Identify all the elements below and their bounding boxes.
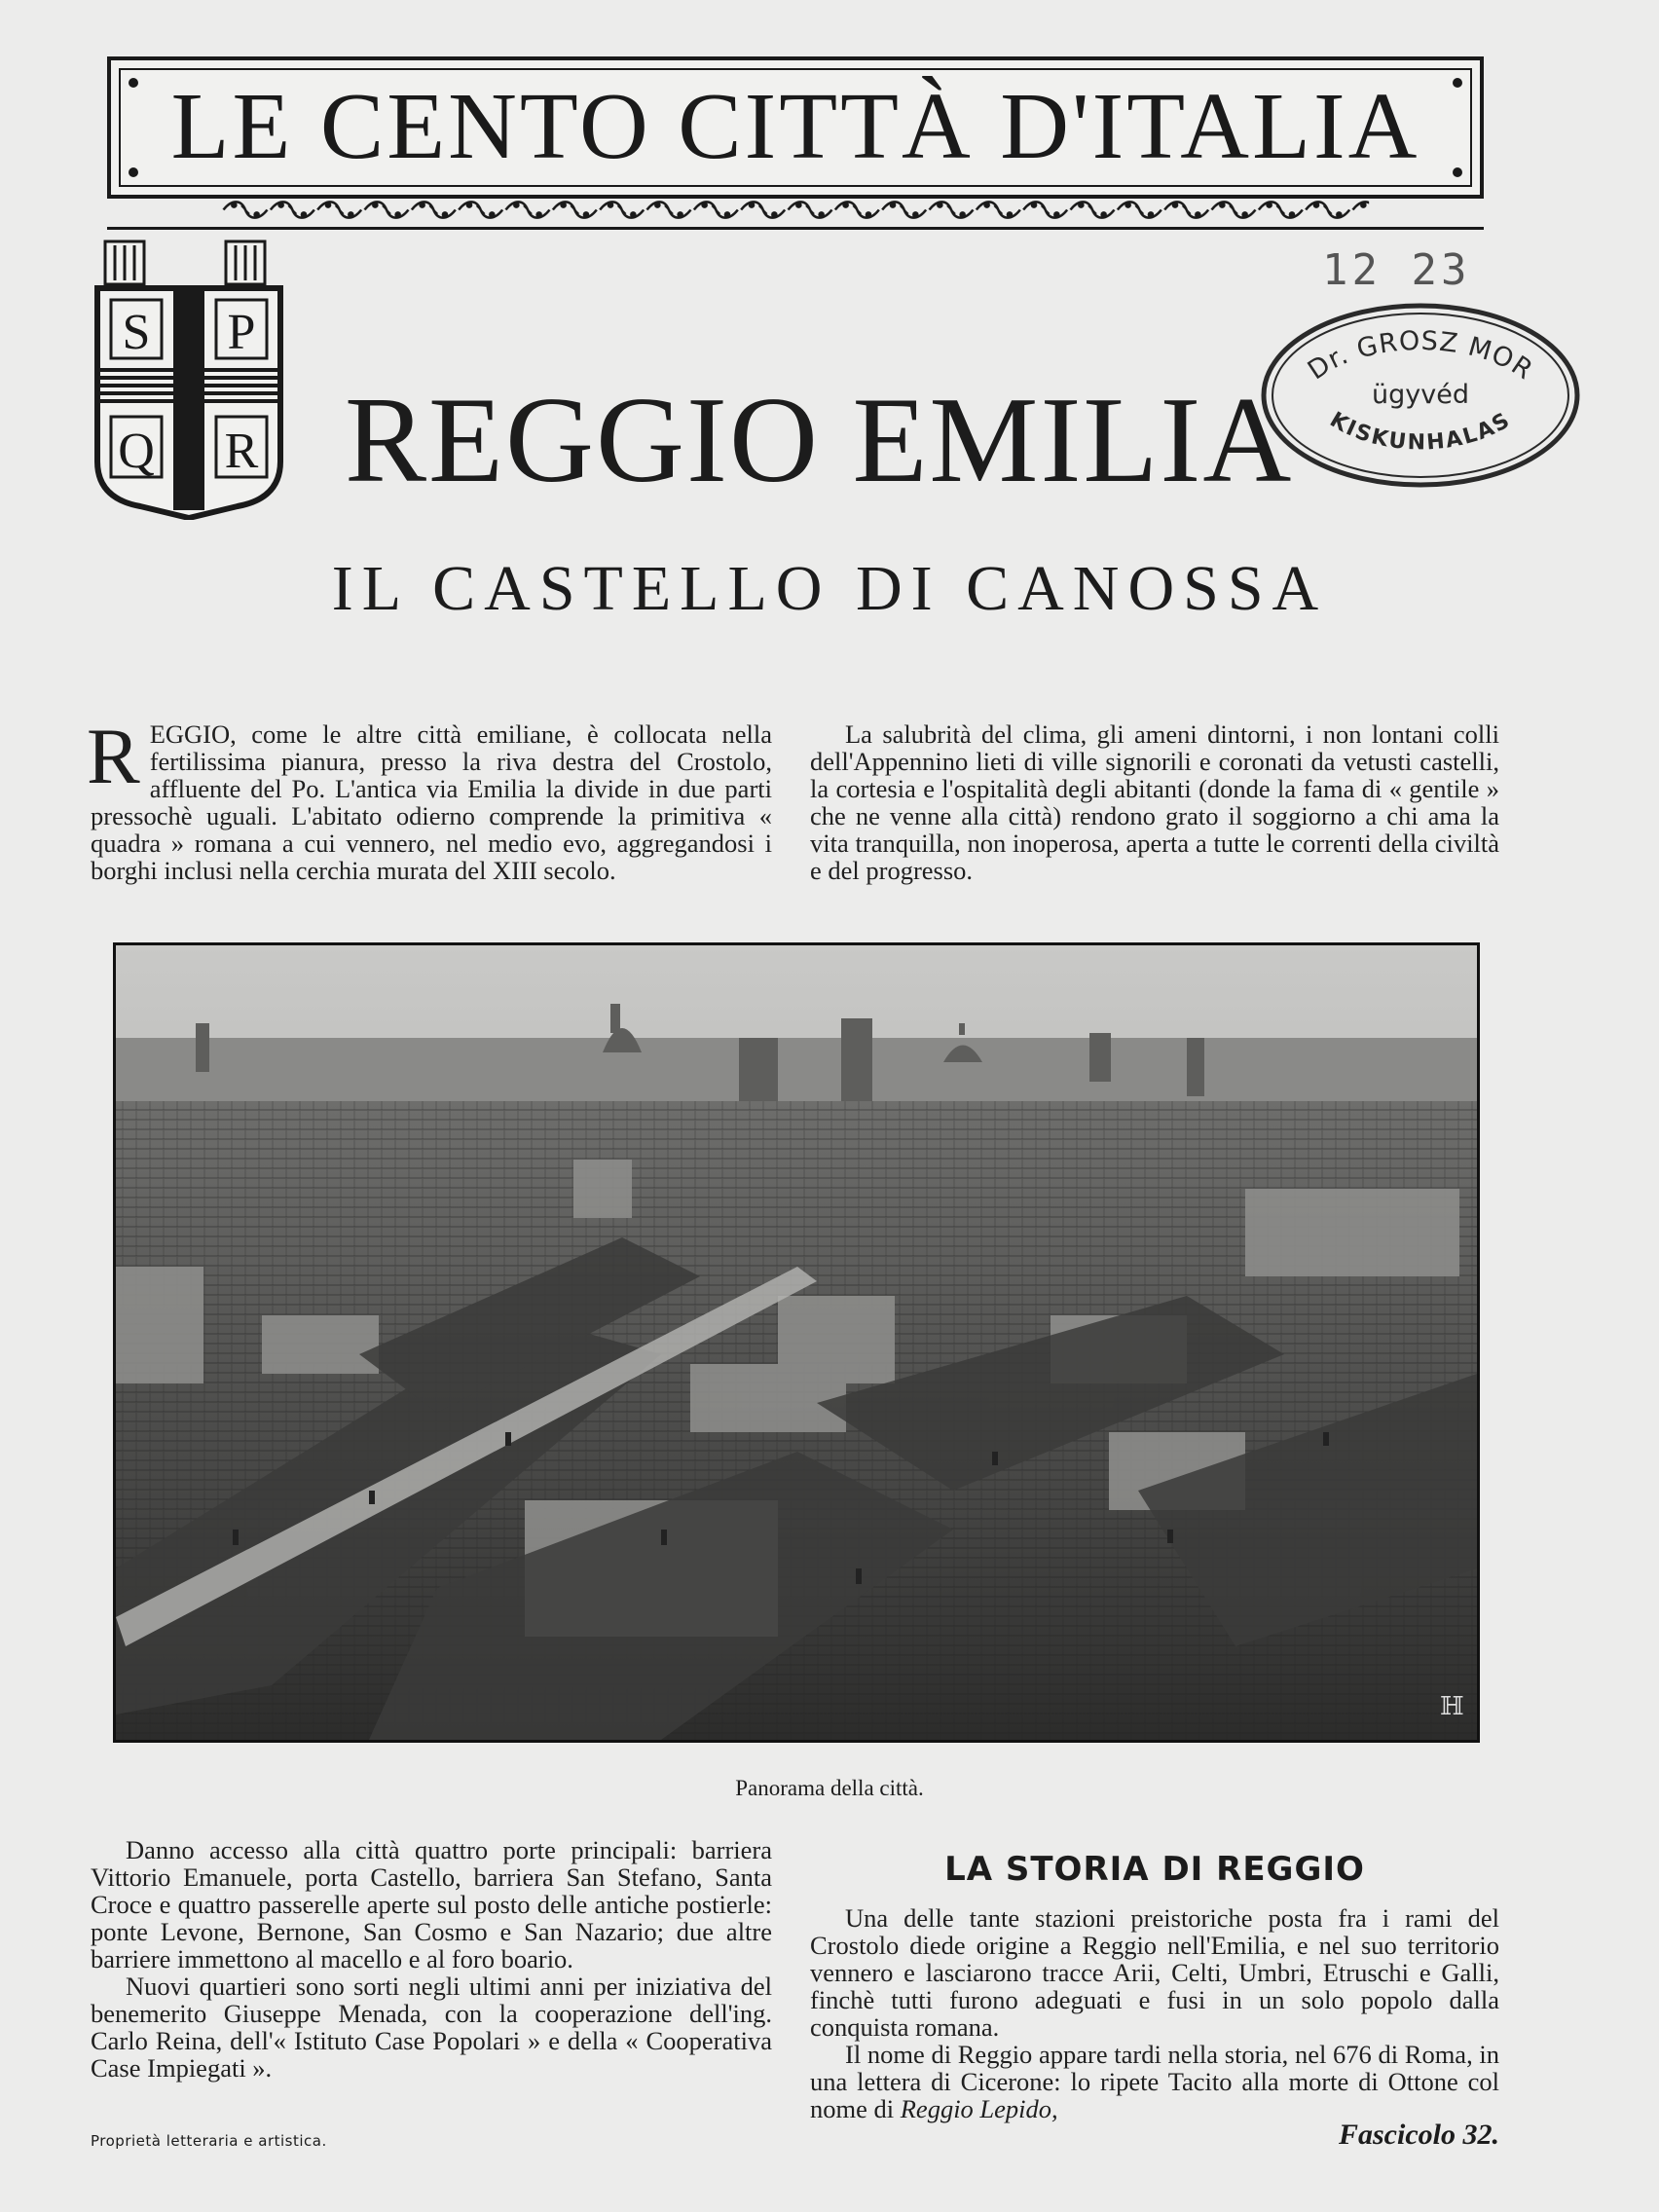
storia-column bbox=[810, 1904, 1499, 2122]
stamp-line-2: ügyvéd bbox=[1372, 380, 1469, 410]
handwritten-note: 12 23 bbox=[1322, 245, 1471, 295]
lower-left-column bbox=[91, 1836, 772, 2082]
stamp-line-1: Dr. GROSZ MOR bbox=[1302, 325, 1539, 387]
rights-notice: Proprietà letteraria e artistica. bbox=[91, 2132, 327, 2150]
gates-paragraph: Danno accesso alla città quattro porte principali: barriera Vittorio Emanuele, porta Castello, barriera San Stefano, Santa Croce e quattro passerelle aperte sul posto delle antiche postierle: ponte Levone, Bernone, San Cosmo e San Nazario; due altre barriere immettono al macello e al foro boario. bbox=[91, 1835, 772, 1973]
storia-paragraph-2 bbox=[810, 2041, 1499, 2122]
storia-italic-text: Reggio Lepido, bbox=[900, 2094, 1058, 2123]
masthead-frame bbox=[107, 56, 1484, 199]
masthead-title: LE CENTO CITTÀ D'ITALIA bbox=[170, 74, 1420, 179]
panorama-illustration bbox=[116, 945, 1477, 1740]
storia-paragraph-2-text: Il nome di Reggio appare tardi nella storia, nel 676 di Roma, in una lettera di Cicerone: lo ripete Tacito alla morte di Ottone col nome di bbox=[810, 2040, 1499, 2123]
intro-left-text: EGGIO, come le altre città emiliane, è collocata nella fertilissima pianura, presso la riva destra del Crostolo, affluente del Po. L'antica via Emilia la divide in due parti pressochè uguali. L'abitato odierno comprende la primitiva « quadra » romana a cui vennero, nel medio evo, aggregandosi i borghi inclusi nella cerchia murata del XIII secolo. bbox=[91, 719, 772, 885]
dropcap: R bbox=[87, 712, 140, 800]
ornament-border bbox=[107, 195, 1484, 230]
spqr-shield bbox=[92, 238, 286, 520]
quarters-paragraph: Nuovi quartieri sono sorti negli ultimi anni per iniziativa del benemerito Giuseppe Menada, con la cooperazione dell'ing. Carlo Reina, dell'« Istituto Case Popolari » e della « Cooperativa Case Impiegati ». bbox=[91, 1972, 772, 2083]
intro-left-column bbox=[87, 712, 772, 885]
section-heading: LA STORIA DI REGGIO bbox=[944, 1850, 1365, 1889]
stamp-line-3: KISKUNHALAS bbox=[1325, 407, 1516, 456]
subtitle: IL CASTELLO DI CANOSSA bbox=[331, 553, 1328, 624]
intro-right-column: La salubrità del clima, gli ameni dintorni, i non lontani colli dell'Appennino lieti di ville signorili e coronati da vetusti castelli, la cortesia e l'ospitalità degli abitanti (donde la fama di « gentile » che ne venne alla città) rendono grato il soggiorno a chi ama la vita tranquilla, non inoperosa, aperta a tutte le correnti della civiltà e del progresso. bbox=[810, 719, 1499, 885]
lawyer-stamp bbox=[1258, 298, 1583, 493]
shield-letter-p: P bbox=[227, 305, 256, 360]
svg-text:Dr. GROSZ MOR bbox=[1303, 326, 1538, 387]
svg-text:KISKUNHALAS bbox=[1325, 408, 1515, 456]
storia-paragraph-1: Una delle tante stazioni preistoriche posta fra i rami del Crostolo diede origine a Reggio nell'Emilia, e nel suo territorio vennero e lasciarono tracce Arii, Celti, Umbri, Etruschi e Galli, finchè tutti furono adeguati e fusi in un solo popolo dalla conquista romana. bbox=[810, 1903, 1499, 2042]
photo-caption: Panorama della città. bbox=[735, 1776, 924, 1800]
city-panorama-photo bbox=[113, 942, 1480, 1743]
issue-number: Fascicolo 32. bbox=[1339, 2119, 1499, 2151]
shield-letter-s: S bbox=[122, 305, 151, 360]
shield-letter-q: Q bbox=[118, 424, 155, 479]
city-title: REGGIO EMILIA bbox=[345, 373, 1294, 508]
photographer-monogram: ℍ bbox=[1440, 1692, 1464, 1721]
shield-letter-r: R bbox=[224, 424, 259, 479]
